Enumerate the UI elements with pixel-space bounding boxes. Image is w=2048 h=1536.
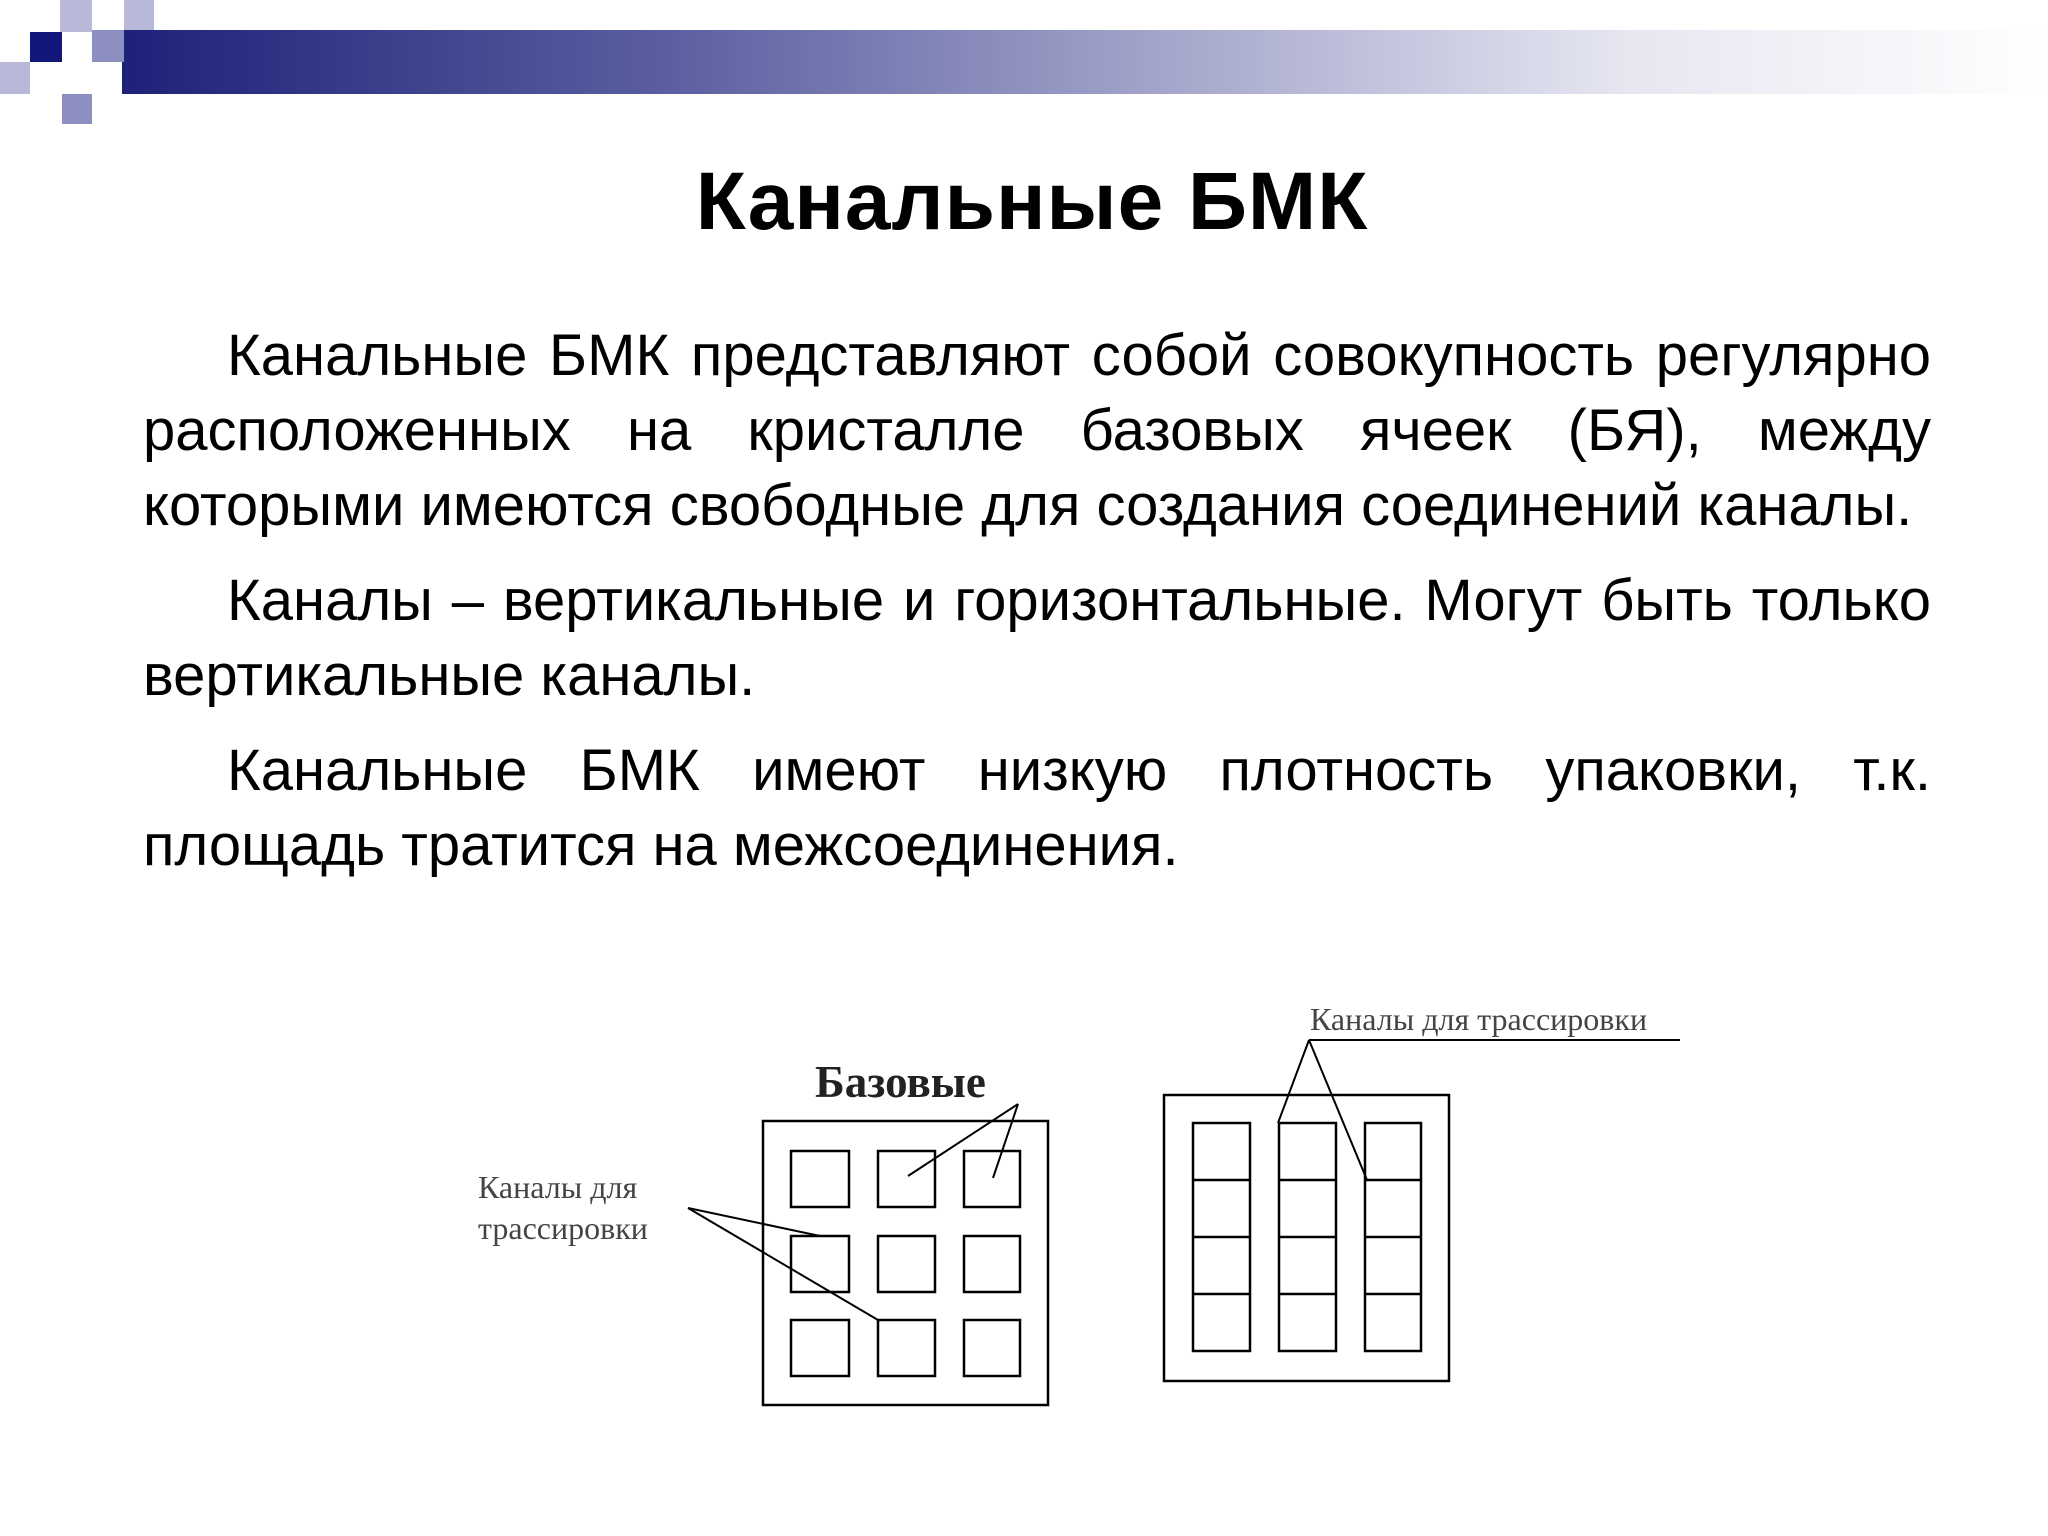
left-diagram [763,1121,1048,1405]
left-pointer-lines [688,1104,1018,1320]
channel-bmk-figure [0,970,2048,1430]
paragraph-2: Каналы – вертикальные и горизонтальные. Могут быть только вертикальные каналы. [143,568,1931,708]
slide-body [143,318,1931,903]
paragraph-3: Канальные БМК имеют низкую плотность упаковки, т.к. площадь тратится на межсоединения. [143,738,1931,878]
paragraph-1: Канальные БМК представляют собой совокупность регулярно расположенных на кристалле базовых ячеек (БЯ), между которыми имеются свободные для создания соединений каналы. [143,323,1931,538]
cell-2-3 [964,1236,1020,1292]
header-square-light-top2 [124,0,154,30]
right-diagram [1164,1095,1449,1381]
base-cells-label: Базовые [815,1057,986,1107]
routing-channels-label-line2: трассировки [478,1210,648,1246]
cell-3-1 [791,1320,849,1376]
left-chip-outline [763,1121,1048,1405]
slide-title [0,152,2048,252]
cell-2-2 [878,1236,935,1292]
header-square-light-top [60,0,92,32]
right-pointer-lines [1278,1040,1680,1180]
cell-3-3 [964,1320,1020,1376]
header-square-dark [30,32,62,62]
cell-3-2 [878,1320,935,1376]
header-gradient-band [122,30,2048,94]
cell-1-2 [878,1151,935,1207]
header-square-mid-bottom [62,94,92,124]
header-square-mid [92,30,124,62]
header-square-light-left [0,62,30,94]
cell-2-1 [791,1236,849,1292]
right-routing-channels-label: Каналы для трассировки [1310,1001,1648,1037]
cell-1-3 [964,1151,1020,1207]
routing-channels-label-line1: Каналы для [478,1169,638,1205]
slide-title-text: Канальные БМК [695,156,1369,247]
cell-1-1 [791,1151,849,1207]
